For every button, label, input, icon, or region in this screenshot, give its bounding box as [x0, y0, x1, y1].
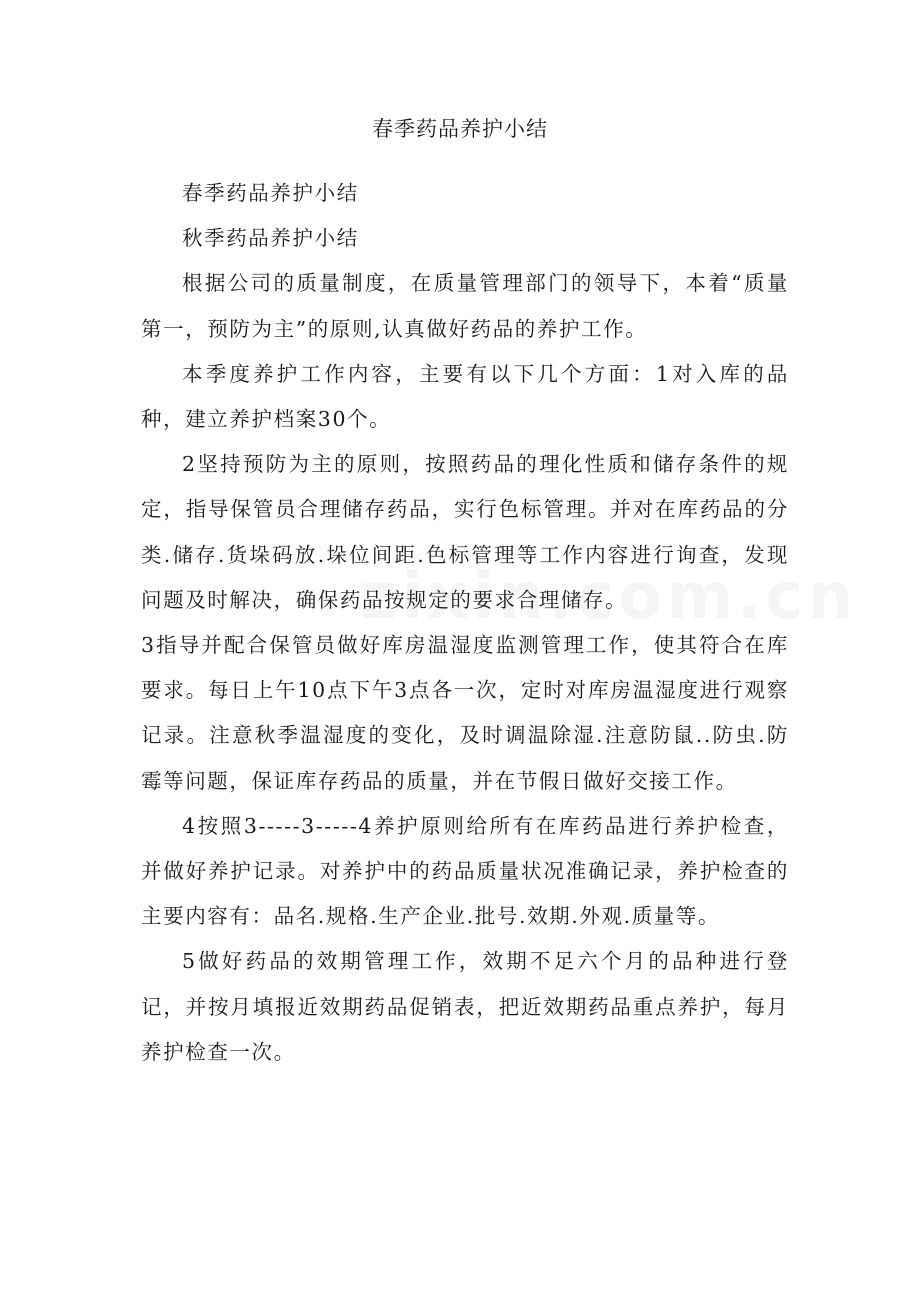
paragraph: 5做好药品的效期管理工作，效期不足六个月的品种进行登记，并按月填报近效期药品促销表，把近效期药品重点养护，每月养护检查一次。: [141, 949, 789, 1064]
paragraph: 2坚持预防为主的原则，按照药品的理化性质和储存条件的规定，指导保管员合理储存药品，实行色标管理。并对在库药品的分类.储存.货垛码放.垛位间距.色标管理等工作内容进行询查，发现问题及时解决，确保药品按规定的要求合理储存。: [141, 452, 789, 612]
paragraph: 秋季药品养护小结: [182, 226, 359, 251]
paragraph: 4按照3-----3-----4养护原则给所有在库药品进行养护检查，并做好养护记录。对养护中的药品质量状况准确记录，养护检查的主要内容有：品名.规格.生产企业.批号.效期.外观.质量等。: [141, 813, 789, 929]
paragraph: 根据公司的质量制度，在质量管理部门的领导下，本着“质量第一，预防为主”的原则,认真做好药品的养护工作。: [141, 271, 789, 341]
page-title: 春季药品养护小结: [372, 117, 548, 141]
paragraph: 春季药品养护小结: [182, 181, 359, 205]
paragraph: 本季度养护工作内容，主要有以下几个方面：1对入库的品种，建立养护档案30个。: [141, 361, 789, 432]
document-body: [141, 171, 789, 1075]
paragraph: 3指导并配合保管员做好库房温湿度监测管理工作，使其符合在库要求。每日上午10点下午3点各一次，定时对库房温湿度进行观察记录。注意秋季温湿度的变化，及时调温除湿.注意防鼠..防虫.防霉等问题，保证库存药品的质量，并在节假日做好交接工作。: [141, 633, 789, 793]
